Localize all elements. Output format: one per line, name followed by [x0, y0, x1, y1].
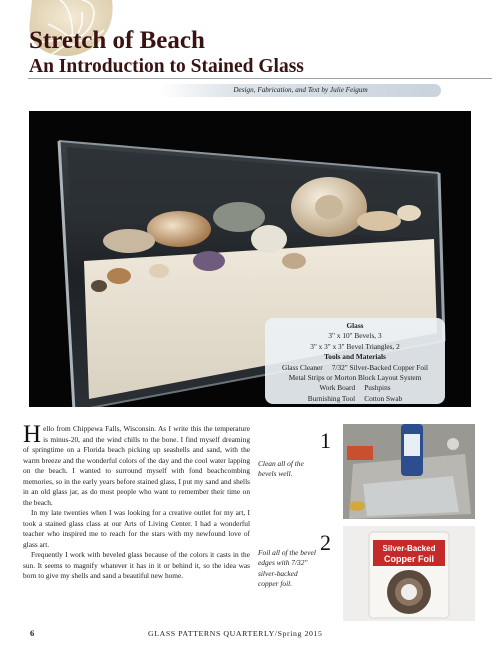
- materials-list-box: [265, 318, 445, 404]
- article-title-block: [29, 28, 489, 78]
- glass-item-triangles: 3" x 3" x 3" Bevel Triangles, 2: [310, 341, 400, 351]
- tools-line-3: Work Board Pushpins: [319, 383, 391, 393]
- tools-line-1: Glass Cleaner 7/32" Silver-Backed Copper Foil: [281, 362, 429, 372]
- step-1-caption: Clean all of the bevels well.: [258, 459, 304, 479]
- paragraph-1: [23, 421, 250, 508]
- tools-line-4: Burnishing Tool Cotton Swab: [307, 393, 403, 403]
- step-2-caption: Foil all of the bevel edges with 7/32" silver-backed copper foil.: [258, 548, 316, 588]
- drop-cap: H: [23, 421, 42, 448]
- glass-heading: Glass: [346, 321, 364, 330]
- foil-label-line-1: Silver-Backed: [382, 544, 436, 553]
- bevel-cleaning-illustration: [343, 424, 475, 519]
- tools-line-2: Metal Strips or Morton Block Layout System: [288, 373, 422, 383]
- title-divider: [28, 78, 492, 79]
- magazine-footer: GLASS PATTERNS QUARTERLY/Spring 2015: [148, 629, 323, 638]
- step-1-photo: [343, 424, 475, 519]
- glass-item-bevels: 3" x 10" Bevels, 3: [328, 331, 382, 341]
- article-title: Stretch of Beach: [29, 27, 205, 54]
- step-2-photo: [343, 526, 475, 621]
- step-1-number: 1: [320, 428, 331, 453]
- page-number: 6: [30, 628, 35, 638]
- author-credit: Design, Fabrication, and Text by Julie Feigum: [160, 84, 441, 97]
- step-2-number: 2: [320, 530, 331, 555]
- article-subtitle: An Introduction to Stained Glass: [29, 56, 304, 77]
- paragraph-3: Frequently I work with beveled glass because of the colors it casts in the sun. It seems to magnify whatever it has in it or behind it, so the idea was born to give my shells and sand a beautiful new home.: [23, 550, 250, 580]
- tools-heading: Tools and Materials: [324, 352, 386, 362]
- foil-label-line-2: Copper Foil: [384, 554, 434, 564]
- copper-foil-package-illustration: [343, 526, 475, 621]
- article-body: [23, 421, 250, 582]
- paragraph-2: In my late twenties when I was looking for a creative outlet for my art, I took a stained glass class at our Arts of Living Center. I had a wonderful teacher who inspired me to reach for the stars with my newfound love of glass art.: [23, 508, 250, 549]
- paragraph-1-text: ello from Chippewa Falls, Wisconsin. As I write this the temperature is minus-20, and the wind chills to the bone. I find myself dreaming of springtime on a Florida beach picking up seashells and sand, with the warm breeze and the wonderful colors of the day and the cool water lapping on the beach. I wanted to surround myself with fond beachcombing memories, so in the early years before stained glass, I put my sand and shells in an old glass jar, as do most people who want to remember their time on the beach.: [23, 424, 250, 507]
